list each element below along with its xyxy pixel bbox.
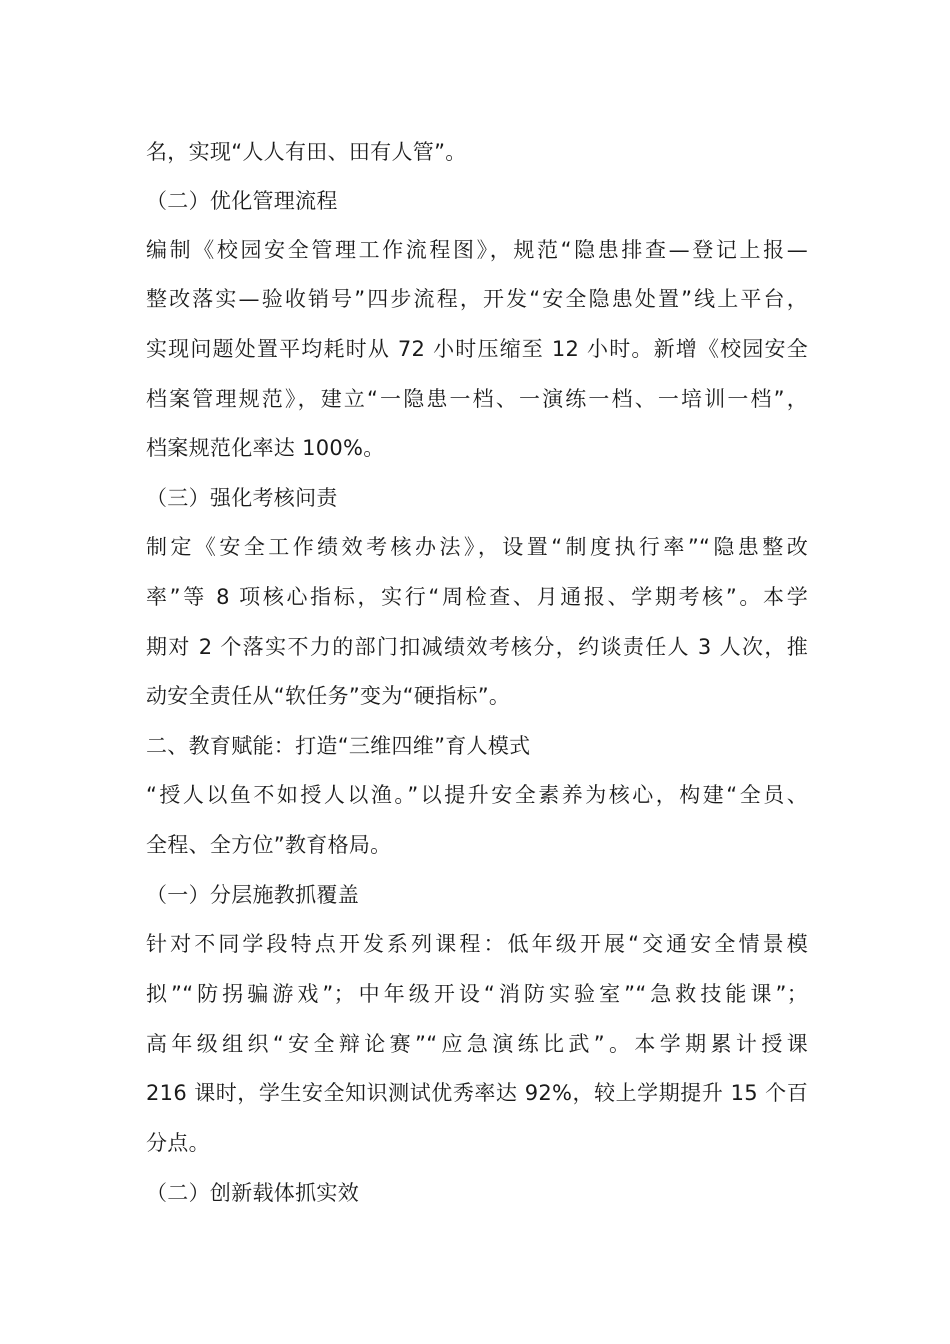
paragraph-line: 档案管理规范》，建立“一隐患一档、一演练一档、一培训一档”， bbox=[146, 387, 808, 411]
paragraph-line: 动安全责任从“软任务”变为“硬指标”。 bbox=[146, 684, 511, 708]
paragraph-line: 拟”“防拐骗游戏”；中年级开设“消防实验室”“急救技能课”； bbox=[146, 982, 808, 1006]
paragraph-line: 整改落实—验收销号”四步流程，开发“安全隐患处置”线上平台， bbox=[146, 287, 808, 311]
paragraph-line: 针对不同学段特点开发系列课程：低年级开展“交通安全情景模 bbox=[146, 932, 808, 956]
paragraph-line: 高年级组织“安全辩论赛”“应急演练比武”。本学期累计授课 bbox=[146, 1032, 808, 1056]
section-heading: （二）优化管理流程 bbox=[146, 189, 338, 213]
chapter-heading: 二、教育赋能：打造“三维四维”育人模式 bbox=[146, 734, 531, 758]
paragraph-line: 档案规范化率达 100%。 bbox=[146, 436, 385, 460]
paragraph-line: 期对 2 个落实不力的部门扣减绩效考核分，约谈责任人 3 人次，推 bbox=[146, 635, 808, 659]
paragraph-line: 全程、全方位”教育格局。 bbox=[146, 833, 392, 857]
paragraph-line: 分点。 bbox=[146, 1131, 210, 1155]
paragraph-line: 制定《安全工作绩效考核办法》，设置“制度执行率”“隐患整改 bbox=[146, 535, 808, 559]
section-heading: （一）分层施教抓覆盖 bbox=[146, 883, 359, 907]
paragraph-line: “授人以鱼不如授人以渔。”以提升安全素养为核心，构建“全员、 bbox=[146, 783, 808, 807]
paragraph-line: 编制《校园安全管理工作流程图》，规范“隐患排查—登记上报— bbox=[146, 238, 808, 262]
paragraph-line: 216 课时，学生安全知识测试优秀率达 92%，较上学期提升 15 个百 bbox=[146, 1081, 808, 1105]
section-heading: （三）强化考核问责 bbox=[146, 486, 338, 510]
paragraph-line: 名，实现“人人有田、田有人管”。 bbox=[146, 140, 467, 164]
paragraph-line: 实现问题处置平均耗时从 72 小时压缩至 12 小时。新增《校园安全 bbox=[146, 337, 808, 361]
section-heading: （二）创新载体抓实效 bbox=[146, 1181, 359, 1205]
paragraph-line: 率”等 8 项核心指标，实行“周检查、月通报、学期考核”。本学 bbox=[146, 585, 808, 609]
